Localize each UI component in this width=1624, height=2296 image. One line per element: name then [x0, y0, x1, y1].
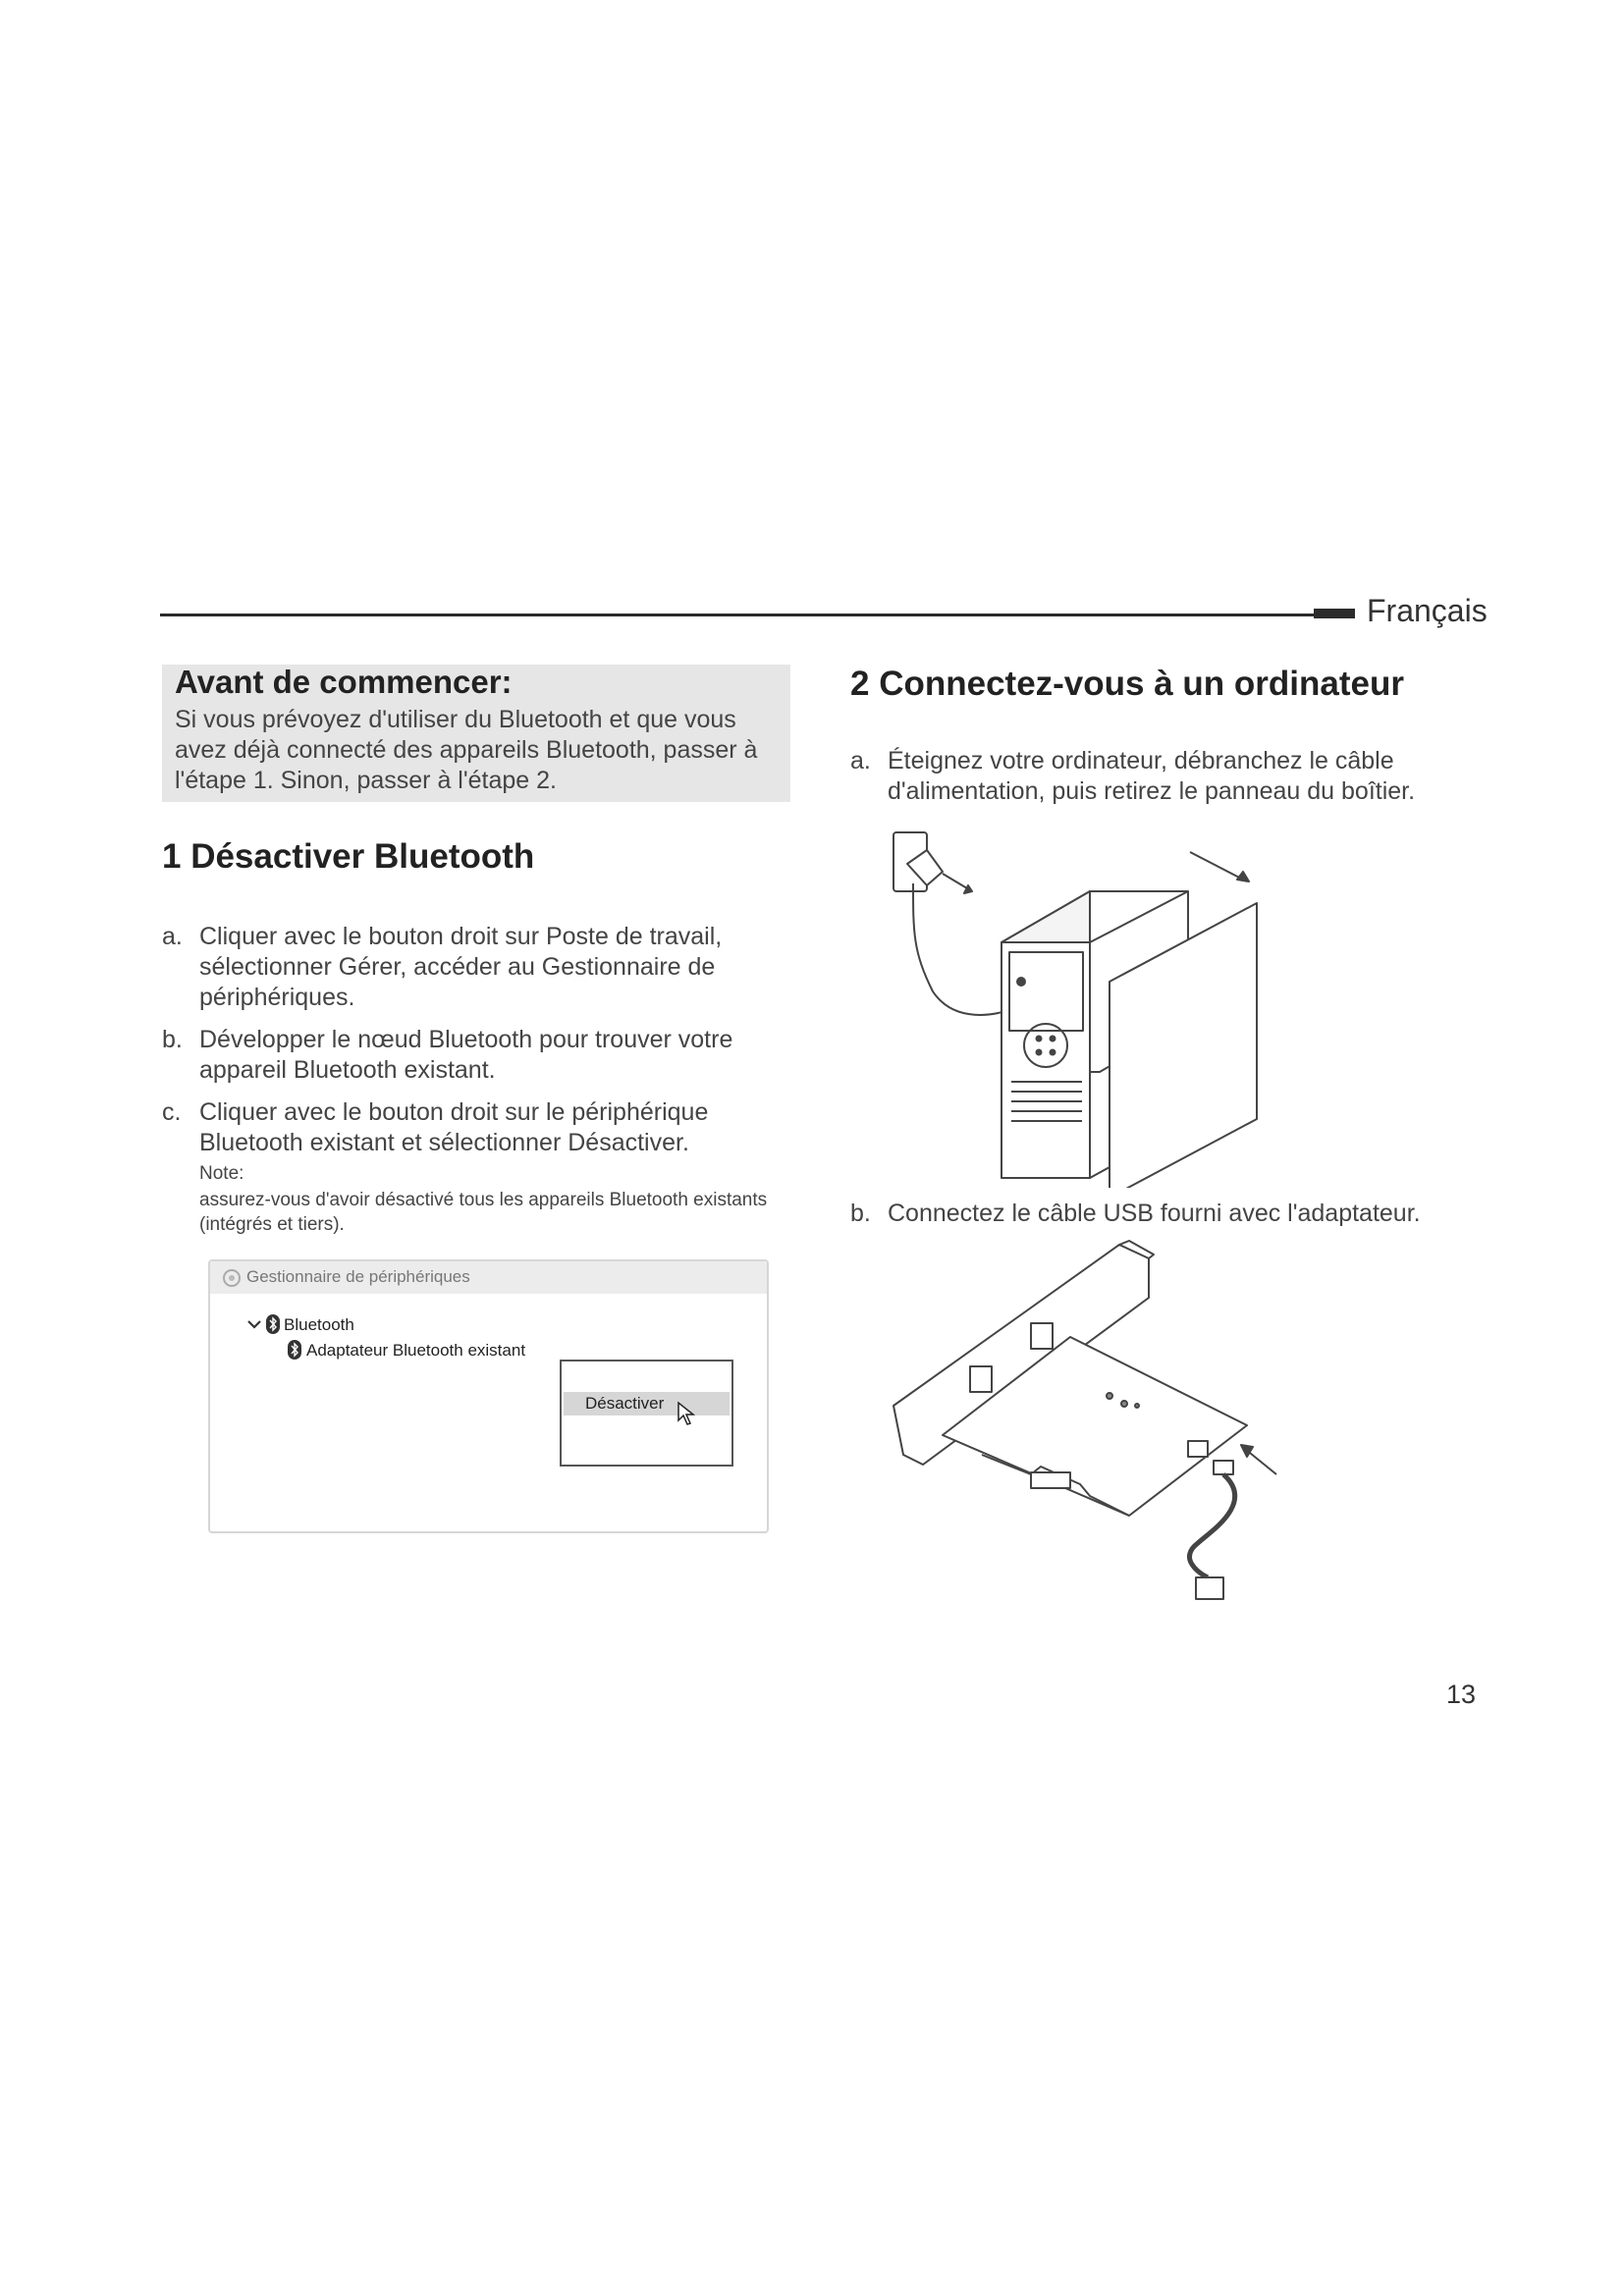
step-label: a. — [162, 923, 183, 950]
adapter-card-illustration — [884, 1239, 1296, 1612]
step-text: Éteignez votre ordinateur, débranchez le câble d'alimentation, puis retirez le panneau du boîtier. — [888, 747, 1416, 805]
bluetooth-icon — [265, 1313, 281, 1335]
power-plug-icon — [907, 850, 943, 885]
before-start-title: Avant de commencer: — [175, 664, 513, 700]
tree-item-bluetooth[interactable]: Bluetooth — [284, 1315, 354, 1334]
section1-step-a — [162, 922, 790, 1013]
step-text: Cliquer avec le bouton droit sur Poste de travail, sélectionner Gérer, accéder au Gestionnaire de périphériques. — [199, 923, 723, 1011]
step-label: b. — [162, 1026, 183, 1053]
step-text: Connectez le câble USB fourni avec l'adaptateur. — [888, 1200, 1421, 1227]
before-start-text: Si vous prévoyez d'utiliser du Bluetooth et que vous avez déjà connecté des appareils Bluetooth, passer à l'étape 1. Sinon, passer à l'étape 2. — [175, 706, 758, 794]
context-menu-disable[interactable]: Désactiver — [585, 1394, 665, 1413]
device-manager-window — [208, 1259, 769, 1533]
device-manager-icon — [222, 1268, 242, 1288]
step-label: b. — [850, 1200, 871, 1227]
context-menu — [560, 1360, 733, 1467]
step-text: Cliquer avec le bouton droit sur le périphérique Bluetooth existant et sélectionner Désactiver. — [199, 1098, 709, 1156]
antenna-connector-icon — [970, 1366, 992, 1392]
antenna-connector-icon — [1031, 1323, 1053, 1349]
page-number: 13 — [1446, 1680, 1477, 1709]
section1-title: 1 Désactiver Bluetooth — [162, 837, 535, 876]
language-label: Français — [1367, 593, 1488, 628]
step-text: Développer le nœud Bluetooth pour trouver votre appareil Bluetooth existant. — [199, 1026, 733, 1084]
tree-item-existing-adapter[interactable]: Adaptateur Bluetooth existant — [306, 1341, 526, 1360]
note-text: assurez-vous d'avoir désactivé tous les appareils Bluetooth existants (intégrés et tiers). — [199, 1190, 768, 1235]
pc-case-illustration — [884, 825, 1276, 1188]
bluetooth-icon — [287, 1339, 302, 1361]
device-manager-title: Gestionnaire de périphériques — [246, 1267, 470, 1286]
section2-step-b — [850, 1199, 1498, 1229]
note-label: Note: — [199, 1163, 244, 1184]
step-label: a. — [850, 747, 871, 774]
section1-step-b — [162, 1025, 790, 1086]
section2-step-a — [850, 746, 1479, 807]
chevron-down-icon[interactable] — [246, 1318, 262, 1330]
header-rule-marker — [1314, 609, 1355, 618]
section2-title: 2 Connectez-vous à un ordinateur — [850, 665, 1404, 703]
section1-step-c — [162, 1097, 790, 1158]
mouse-cursor-icon — [677, 1401, 696, 1426]
header-rule — [160, 614, 1314, 616]
step-label: c. — [162, 1098, 182, 1126]
